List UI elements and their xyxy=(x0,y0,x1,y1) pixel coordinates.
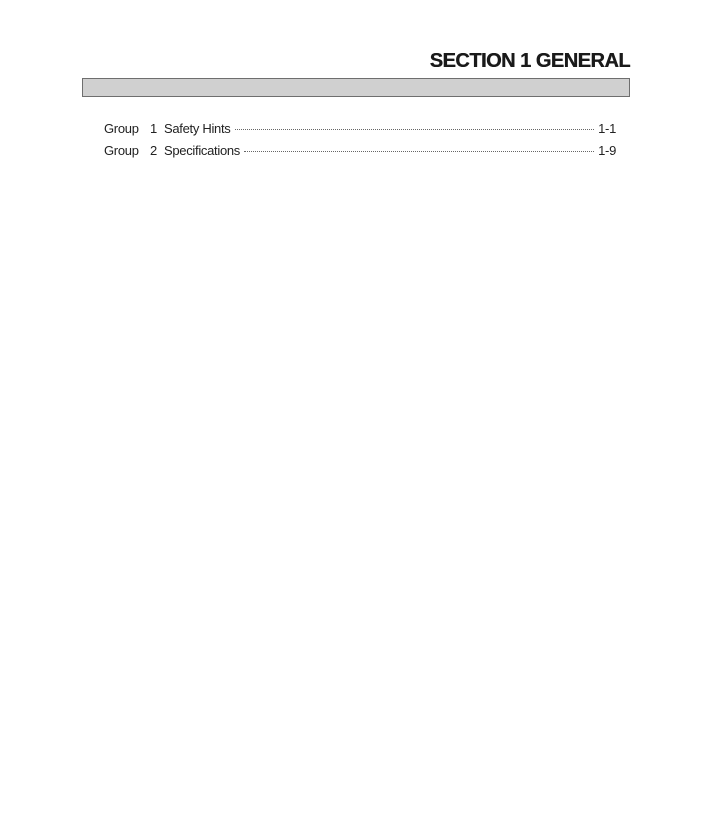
toc-entry-specifications[interactable] xyxy=(104,143,616,165)
toc-dot-leader xyxy=(244,151,594,152)
toc-page-number: 1-9 xyxy=(598,143,616,158)
toc-dot-leader xyxy=(235,129,595,130)
section-header-bar xyxy=(82,78,630,97)
toc-page-number: 1-1 xyxy=(598,121,616,136)
toc-entry-title: Specifications xyxy=(164,143,241,158)
toc-group-number: 2 xyxy=(150,143,157,158)
toc-group-label: Group xyxy=(104,143,139,158)
toc-entry-title: Safety Hints xyxy=(164,121,231,136)
toc-group-label: Group xyxy=(104,121,139,136)
table-of-contents xyxy=(104,121,616,165)
toc-entry-safety-hints[interactable] xyxy=(104,121,616,143)
toc-group-number: 1 xyxy=(150,121,157,136)
section-title: SECTION 1 GENERAL xyxy=(429,50,630,72)
